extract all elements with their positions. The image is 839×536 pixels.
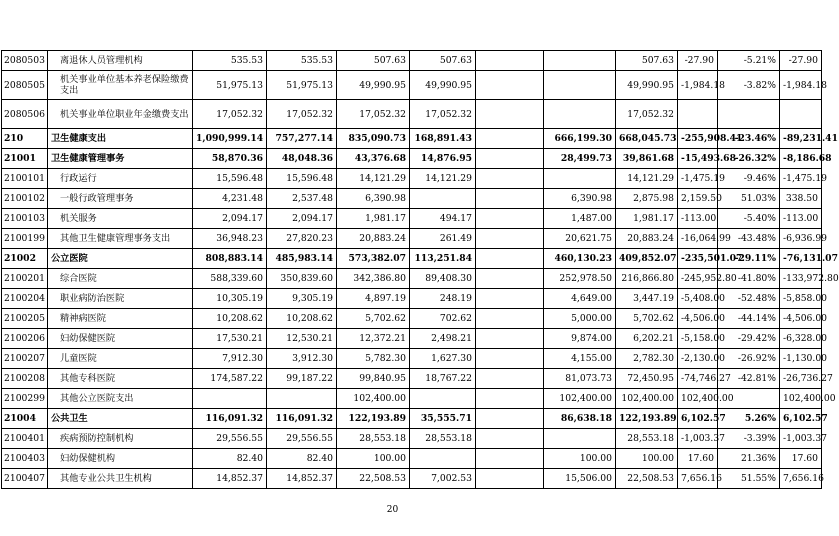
blank-cell xyxy=(476,169,544,189)
subject-code: 2080503 xyxy=(2,51,48,71)
table-row xyxy=(2,249,822,269)
table-row xyxy=(2,369,822,389)
value-cell: -6,936.99 xyxy=(780,229,822,249)
value-cell: 668,045.73 xyxy=(616,129,678,149)
subject-name: 行政运行 xyxy=(48,169,193,189)
subject-name: 其他专科医院 xyxy=(48,369,193,389)
table-row xyxy=(2,100,822,129)
value-cell: 17,052.32 xyxy=(616,100,678,129)
value-cell: -1,003.37 xyxy=(678,429,718,449)
value-cell: 17,530.21 xyxy=(193,329,267,349)
value-cell: 168,891.43 xyxy=(410,129,476,149)
subject-name: 妇幼保健医院 xyxy=(48,329,193,349)
value-cell: -5,408.00 xyxy=(678,289,718,309)
value-cell: 20,883.24 xyxy=(337,229,410,249)
value-cell: 51,975.13 xyxy=(193,71,267,100)
value-cell: 4,155.00 xyxy=(544,349,616,369)
value-cell xyxy=(718,100,780,129)
subject-code: 2100199 xyxy=(2,229,48,249)
value-cell: 15,596.48 xyxy=(193,169,267,189)
value-cell: 6,390.98 xyxy=(337,189,410,209)
subject-name: 一般行政管理事务 xyxy=(48,189,193,209)
value-cell: 507.63 xyxy=(410,51,476,71)
value-cell: -1,475.19 xyxy=(678,169,718,189)
value-cell: 89,408.30 xyxy=(410,269,476,289)
value-cell: 81,073.73 xyxy=(544,369,616,389)
value-cell: 2,094.17 xyxy=(267,209,337,229)
subject-name: 精神病医院 xyxy=(48,309,193,329)
value-cell: 4,231.48 xyxy=(193,189,267,209)
value-cell xyxy=(544,169,616,189)
value-cell: 10,208.62 xyxy=(267,309,337,329)
table-row xyxy=(2,71,822,100)
value-cell: 82.40 xyxy=(267,449,337,469)
value-cell: -1,130.00 xyxy=(780,349,822,369)
blank-cell xyxy=(476,469,544,489)
value-cell: 10,208.62 xyxy=(193,309,267,329)
value-cell: 28,553.18 xyxy=(616,429,678,449)
value-cell xyxy=(678,100,718,129)
value-cell: 29,556.55 xyxy=(267,429,337,449)
value-cell: 51,975.13 xyxy=(267,71,337,100)
value-cell: 17.60 xyxy=(678,449,718,469)
table-row xyxy=(2,209,822,229)
value-cell: -113.00 xyxy=(678,209,718,229)
value-cell: 7,656.16 xyxy=(780,469,822,489)
blank-cell xyxy=(476,249,544,269)
value-cell xyxy=(193,389,267,409)
blank-cell xyxy=(476,149,544,169)
subject-name: 离退休人员管理机构 xyxy=(48,51,193,71)
value-cell: 102,400.00 xyxy=(780,389,822,409)
value-cell: 6,390.98 xyxy=(544,189,616,209)
table-row xyxy=(2,51,822,71)
value-cell: -4,506.00 xyxy=(678,309,718,329)
value-cell: 36,948.23 xyxy=(193,229,267,249)
table-row xyxy=(2,469,822,489)
value-cell: 6,102.57 xyxy=(678,409,718,429)
blank-cell xyxy=(476,409,544,429)
value-cell: 10,305.19 xyxy=(193,289,267,309)
value-cell: -4,506.00 xyxy=(780,309,822,329)
table-row xyxy=(2,329,822,349)
value-cell: 17,052.32 xyxy=(267,100,337,129)
value-cell: 14,121.29 xyxy=(337,169,410,189)
blank-cell xyxy=(476,189,544,209)
value-cell: 102,400.00 xyxy=(616,389,678,409)
value-cell: 100.00 xyxy=(337,449,410,469)
value-cell: 3,447.19 xyxy=(616,289,678,309)
subject-name: 公立医院 xyxy=(48,249,193,269)
value-cell: -2,130.00 xyxy=(678,349,718,369)
subject-code: 2100207 xyxy=(2,349,48,369)
value-cell: 5,782.30 xyxy=(337,349,410,369)
value-cell: -5,858.00 xyxy=(780,289,822,309)
blank-cell xyxy=(476,349,544,369)
subject-code: 2100201 xyxy=(2,269,48,289)
value-cell: 100.00 xyxy=(544,449,616,469)
value-cell: -29.42% xyxy=(718,329,780,349)
subject-name: 机关事业单位职业年金缴费支出 xyxy=(48,100,193,129)
value-cell: -23.46% xyxy=(718,129,780,149)
value-cell: 342,386.80 xyxy=(337,269,410,289)
value-cell: 485,983.14 xyxy=(267,249,337,269)
value-cell xyxy=(410,449,476,469)
table-row xyxy=(2,449,822,469)
budget-table xyxy=(1,50,839,489)
subject-code: 2100403 xyxy=(2,449,48,469)
value-cell: -43.48% xyxy=(718,229,780,249)
value-cell: 535.53 xyxy=(193,51,267,71)
value-cell xyxy=(544,51,616,71)
value-cell: 4,649.00 xyxy=(544,289,616,309)
value-cell: -1,003.37 xyxy=(780,429,822,449)
value-cell: 122,193.89 xyxy=(616,409,678,429)
table-row xyxy=(2,429,822,449)
value-cell: -89,231.41 xyxy=(780,129,822,149)
value-cell: 14,852.37 xyxy=(267,469,337,489)
value-cell: 122,193.89 xyxy=(337,409,410,429)
value-cell: 51.03% xyxy=(718,189,780,209)
value-cell: 7,656.16 xyxy=(678,469,718,489)
blank-cell xyxy=(476,369,544,389)
value-cell: -41.80% xyxy=(718,269,780,289)
value-cell: 58,870.36 xyxy=(193,149,267,169)
value-cell: -1,984.18 xyxy=(780,71,822,100)
value-cell: 72,450.95 xyxy=(616,369,678,389)
subject-name: 疾病预防控制机构 xyxy=(48,429,193,449)
value-cell: 15,596.48 xyxy=(267,169,337,189)
subject-code: 2100204 xyxy=(2,289,48,309)
blank-cell xyxy=(476,389,544,409)
value-cell: 21.36% xyxy=(718,449,780,469)
table-row xyxy=(2,389,822,409)
value-cell: 1,627.30 xyxy=(410,349,476,369)
blank-cell xyxy=(476,329,544,349)
value-cell: 116,091.32 xyxy=(267,409,337,429)
blank-cell xyxy=(476,129,544,149)
value-cell: 43,376.68 xyxy=(337,149,410,169)
value-cell: 507.63 xyxy=(616,51,678,71)
value-cell: 460,130.23 xyxy=(544,249,616,269)
subject-name: 妇幼保健机构 xyxy=(48,449,193,469)
value-cell: -52.48% xyxy=(718,289,780,309)
value-cell: 2,875.98 xyxy=(616,189,678,209)
subject-name: 卫生健康管理事务 xyxy=(48,149,193,169)
value-cell: -26.32% xyxy=(718,149,780,169)
value-cell: 27,820.23 xyxy=(267,229,337,249)
value-cell: 5,000.00 xyxy=(544,309,616,329)
value-cell: 99,187.22 xyxy=(267,369,337,389)
value-cell: 666,199.30 xyxy=(544,129,616,149)
blank-cell xyxy=(476,229,544,249)
value-cell: -5.40% xyxy=(718,209,780,229)
value-cell: 702.62 xyxy=(410,309,476,329)
value-cell: 835,090.73 xyxy=(337,129,410,149)
value-cell: 49,990.95 xyxy=(616,71,678,100)
value-cell: -44.14% xyxy=(718,309,780,329)
value-cell: 12,372.21 xyxy=(337,329,410,349)
value-cell: 14,852.37 xyxy=(193,469,267,489)
subject-code: 2100208 xyxy=(2,369,48,389)
subject-code: 2100407 xyxy=(2,469,48,489)
value-cell: -74,746.27 xyxy=(678,369,718,389)
blank-cell xyxy=(476,289,544,309)
value-cell xyxy=(544,429,616,449)
value-cell: 338.50 xyxy=(780,189,822,209)
subject-code: 2100102 xyxy=(2,189,48,209)
value-cell: -6,328.00 xyxy=(780,329,822,349)
blank-cell xyxy=(476,449,544,469)
value-cell: 49,990.95 xyxy=(337,71,410,100)
blank-cell xyxy=(476,100,544,129)
value-cell: 12,530.21 xyxy=(267,329,337,349)
value-cell: -26.92% xyxy=(718,349,780,369)
value-cell: 102,400.00 xyxy=(544,389,616,409)
value-cell: -133,972.80 xyxy=(780,269,822,289)
subject-name: 其他专业公共卫生机构 xyxy=(48,469,193,489)
value-cell: 174,587.22 xyxy=(193,369,267,389)
value-cell xyxy=(780,100,822,129)
subject-name: 卫生健康支出 xyxy=(48,129,193,149)
value-cell: 20,621.75 xyxy=(544,229,616,249)
value-cell: 20,883.24 xyxy=(616,229,678,249)
blank-cell xyxy=(476,51,544,71)
subject-code: 2100299 xyxy=(2,389,48,409)
value-cell: 4,897.19 xyxy=(337,289,410,309)
value-cell: -5.21% xyxy=(718,51,780,71)
value-cell: -255,908.41 xyxy=(678,129,718,149)
value-cell: 248.19 xyxy=(410,289,476,309)
value-cell xyxy=(544,71,616,100)
page-number: 20 xyxy=(386,505,399,515)
table-row xyxy=(2,229,822,249)
value-cell: 51.55% xyxy=(718,469,780,489)
table-row xyxy=(2,289,822,309)
value-cell: 18,767.22 xyxy=(410,369,476,389)
value-cell: -16,064.99 xyxy=(678,229,718,249)
value-cell: 35,555.71 xyxy=(410,409,476,429)
table-row xyxy=(2,409,822,429)
value-cell: 2,782.30 xyxy=(616,349,678,369)
value-cell: 29,556.55 xyxy=(193,429,267,449)
value-cell xyxy=(544,100,616,129)
subject-name: 职业病防治医院 xyxy=(48,289,193,309)
value-cell: 5,702.62 xyxy=(337,309,410,329)
value-cell: 1,090,999.14 xyxy=(193,129,267,149)
value-cell: 2,537.48 xyxy=(267,189,337,209)
table-row xyxy=(2,129,822,149)
value-cell xyxy=(267,389,337,409)
value-cell: -42.81% xyxy=(718,369,780,389)
value-cell: -9.46% xyxy=(718,169,780,189)
value-cell: 573,382.07 xyxy=(337,249,410,269)
blank-cell xyxy=(476,71,544,100)
value-cell: 22,508.53 xyxy=(616,469,678,489)
value-cell: 22,508.53 xyxy=(337,469,410,489)
value-cell: -1,475.19 xyxy=(780,169,822,189)
value-cell: 28,553.18 xyxy=(410,429,476,449)
value-cell: 6,102.57 xyxy=(780,409,822,429)
subject-code: 21002 xyxy=(2,249,48,269)
subject-name: 其他卫生健康管理事务支出 xyxy=(48,229,193,249)
value-cell: 113,251.84 xyxy=(410,249,476,269)
value-cell: -235,501.07 xyxy=(678,249,718,269)
value-cell: 1,487.00 xyxy=(544,209,616,229)
value-cell: 49,990.95 xyxy=(410,71,476,100)
value-cell: -76,131.07 xyxy=(780,249,822,269)
table-row xyxy=(2,149,822,169)
subject-code: 2100206 xyxy=(2,329,48,349)
value-cell: 48,048.36 xyxy=(267,149,337,169)
value-cell: 14,121.29 xyxy=(410,169,476,189)
value-cell: 588,339.60 xyxy=(193,269,267,289)
subject-code: 2080506 xyxy=(2,100,48,129)
value-cell: 17,052.32 xyxy=(193,100,267,129)
value-cell xyxy=(410,389,476,409)
blank-cell xyxy=(476,209,544,229)
value-cell: 494.17 xyxy=(410,209,476,229)
value-cell: 17,052.32 xyxy=(337,100,410,129)
subject-name: 儿童医院 xyxy=(48,349,193,369)
table-row xyxy=(2,169,822,189)
table-row xyxy=(2,309,822,329)
blank-cell xyxy=(476,429,544,449)
value-cell: -26,736.27 xyxy=(780,369,822,389)
subject-name: 公共卫生 xyxy=(48,409,193,429)
value-cell: 5,702.62 xyxy=(616,309,678,329)
value-cell: -8,186.68 xyxy=(780,149,822,169)
subject-code: 210 xyxy=(2,129,48,149)
value-cell: 28,499.73 xyxy=(544,149,616,169)
value-cell: 99,840.95 xyxy=(337,369,410,389)
value-cell: 86,638.18 xyxy=(544,409,616,429)
value-cell: -3.82% xyxy=(718,71,780,100)
value-cell: 9,874.00 xyxy=(544,329,616,349)
value-cell: 5.26% xyxy=(718,409,780,429)
value-cell: 1,981.17 xyxy=(616,209,678,229)
value-cell: 6,202.21 xyxy=(616,329,678,349)
subject-name: 综合医院 xyxy=(48,269,193,289)
value-cell: 82.40 xyxy=(193,449,267,469)
value-cell: 535.53 xyxy=(267,51,337,71)
value-cell: 216,866.80 xyxy=(616,269,678,289)
value-cell: -245,952.80 xyxy=(678,269,718,289)
value-cell: -15,493.68 xyxy=(678,149,718,169)
subject-name: 机关事业单位基本养老保险缴费支出 xyxy=(48,71,193,100)
value-cell: 2,094.17 xyxy=(193,209,267,229)
value-cell: 7,912.30 xyxy=(193,349,267,369)
value-cell: -27.90 xyxy=(780,51,822,71)
value-cell: 1,981.17 xyxy=(337,209,410,229)
value-cell: 507.63 xyxy=(337,51,410,71)
subject-code: 2080505 xyxy=(2,71,48,100)
value-cell: -27.90 xyxy=(678,51,718,71)
value-cell: 350,839.60 xyxy=(267,269,337,289)
value-cell: 28,553.18 xyxy=(337,429,410,449)
value-cell: 757,277.14 xyxy=(267,129,337,149)
subject-code: 2100103 xyxy=(2,209,48,229)
table-row xyxy=(2,189,822,209)
value-cell: 102,400.00 xyxy=(678,389,718,409)
subject-code: 2100401 xyxy=(2,429,48,449)
subject-code: 2100205 xyxy=(2,309,48,329)
value-cell: 7,002.53 xyxy=(410,469,476,489)
subject-code: 2100101 xyxy=(2,169,48,189)
value-cell: -5,158.00 xyxy=(678,329,718,349)
value-cell: 14,876.95 xyxy=(410,149,476,169)
table-row xyxy=(2,269,822,289)
value-cell: 261.49 xyxy=(410,229,476,249)
subject-name: 机关服务 xyxy=(48,209,193,229)
value-cell: 102,400.00 xyxy=(337,389,410,409)
value-cell: 409,852.07 xyxy=(616,249,678,269)
value-cell: -113.00 xyxy=(780,209,822,229)
value-cell: -3.39% xyxy=(718,429,780,449)
blank-cell xyxy=(476,269,544,289)
value-cell: 15,506.00 xyxy=(544,469,616,489)
value-cell xyxy=(410,189,476,209)
value-cell: 116,091.32 xyxy=(193,409,267,429)
subject-name: 其他公立医院支出 xyxy=(48,389,193,409)
value-cell: 3,912.30 xyxy=(267,349,337,369)
value-cell: 252,978.50 xyxy=(544,269,616,289)
value-cell: -29.11% xyxy=(718,249,780,269)
blank-cell xyxy=(476,309,544,329)
value-cell: 2,498.21 xyxy=(410,329,476,349)
subject-code: 21004 xyxy=(2,409,48,429)
value-cell: 808,883.14 xyxy=(193,249,267,269)
value-cell: 14,121.29 xyxy=(616,169,678,189)
value-cell: 39,861.68 xyxy=(616,149,678,169)
value-cell: 17.60 xyxy=(780,449,822,469)
value-cell: 9,305.19 xyxy=(267,289,337,309)
table-row xyxy=(2,349,822,369)
value-cell: 100.00 xyxy=(616,449,678,469)
value-cell: 2,159.50 xyxy=(678,189,718,209)
subject-code: 21001 xyxy=(2,149,48,169)
value-cell: 17,052.32 xyxy=(410,100,476,129)
value-cell: -1,984.18 xyxy=(678,71,718,100)
